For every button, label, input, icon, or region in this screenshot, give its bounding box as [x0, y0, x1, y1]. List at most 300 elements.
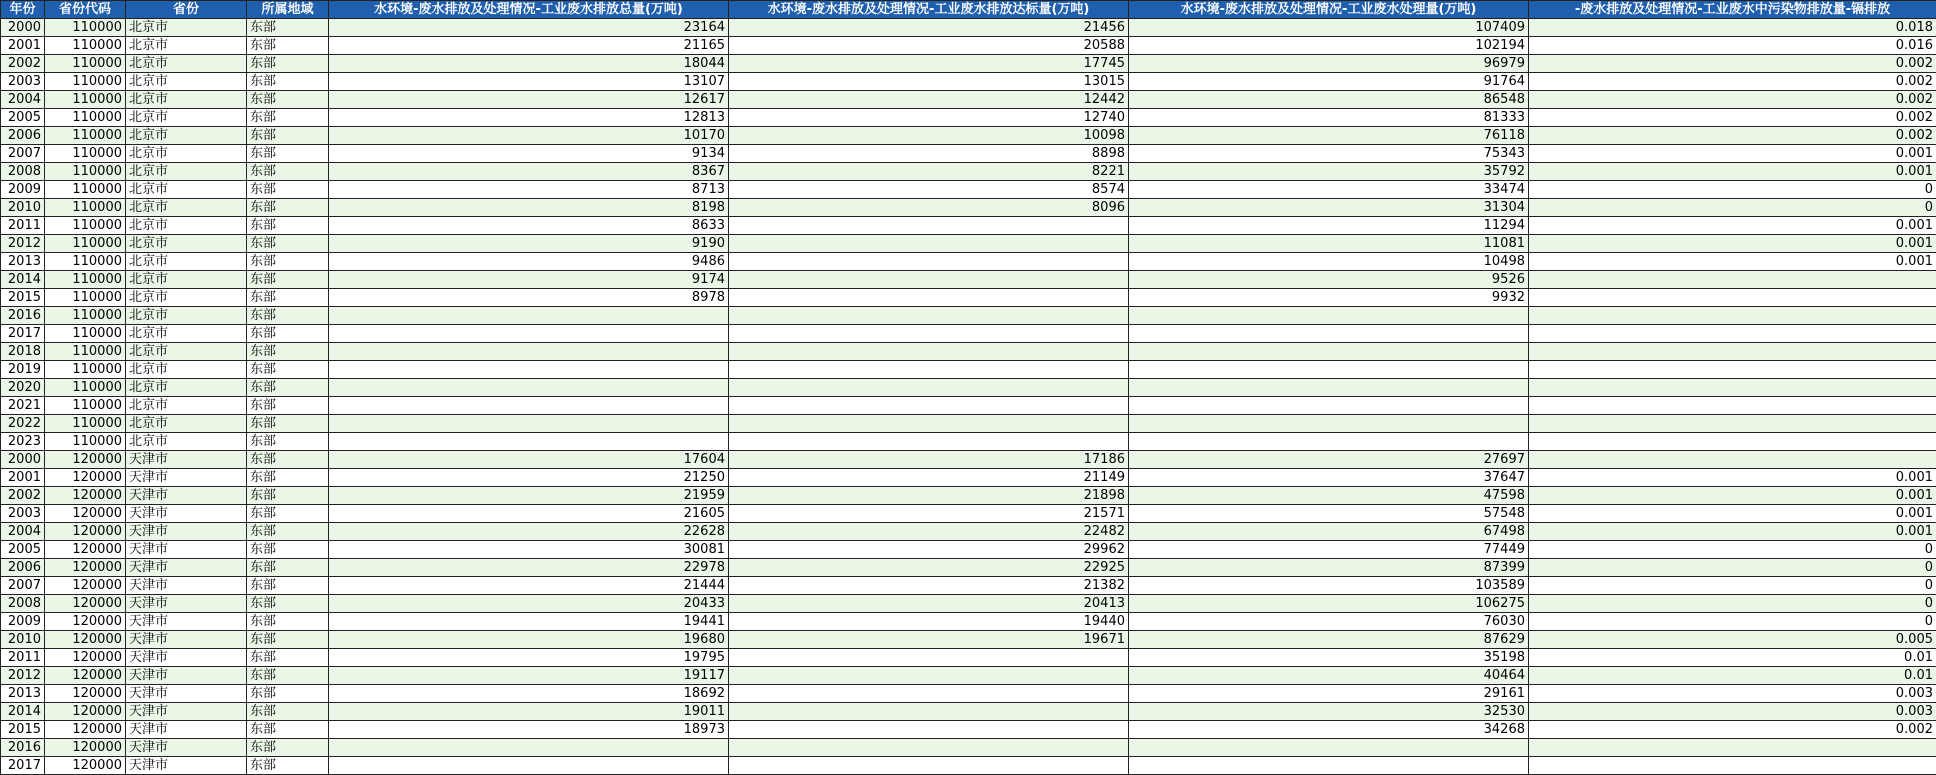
- table-cell[interactable]: 110000: [45, 217, 126, 235]
- table-cell[interactable]: 2009: [1, 181, 45, 199]
- table-cell[interactable]: 110000: [45, 127, 126, 145]
- table-cell[interactable]: 19680: [329, 631, 729, 649]
- table-cell[interactable]: 120000: [45, 613, 126, 631]
- table-cell[interactable]: 120000: [45, 559, 126, 577]
- table-cell[interactable]: 东部: [247, 73, 329, 91]
- table-cell[interactable]: 东部: [247, 37, 329, 55]
- table-cell[interactable]: 0.018: [1529, 19, 1936, 37]
- table-cell[interactable]: 21165: [329, 37, 729, 55]
- table-cell[interactable]: 东部: [247, 487, 329, 505]
- table-cell[interactable]: 北京市: [126, 217, 247, 235]
- table-cell[interactable]: 0.001: [1529, 235, 1936, 253]
- table-cell[interactable]: 17186: [729, 451, 1129, 469]
- table-cell[interactable]: 9190: [329, 235, 729, 253]
- table-cell[interactable]: [1129, 379, 1529, 397]
- table-cell[interactable]: 87399: [1129, 559, 1529, 577]
- table-cell[interactable]: 10098: [729, 127, 1129, 145]
- header-year[interactable]: 年份: [1, 1, 45, 19]
- header-treated[interactable]: 水环境-废水排放及处理情况-工业废水处理量(万吨): [1129, 1, 1529, 19]
- table-cell[interactable]: 81333: [1129, 109, 1529, 127]
- table-cell[interactable]: 120000: [45, 505, 126, 523]
- table-cell[interactable]: [1129, 361, 1529, 379]
- table-cell[interactable]: [729, 271, 1129, 289]
- table-cell[interactable]: 22628: [329, 523, 729, 541]
- table-cell[interactable]: 东部: [247, 433, 329, 451]
- table-cell[interactable]: [729, 685, 1129, 703]
- table-cell[interactable]: 天津市: [126, 577, 247, 595]
- table-cell[interactable]: 120000: [45, 577, 126, 595]
- table-cell[interactable]: 北京市: [126, 37, 247, 55]
- table-cell[interactable]: 北京市: [126, 91, 247, 109]
- table-cell[interactable]: 2019: [1, 361, 45, 379]
- table-cell[interactable]: 110000: [45, 343, 126, 361]
- table-cell[interactable]: 9526: [1129, 271, 1529, 289]
- table-cell[interactable]: 东部: [247, 235, 329, 253]
- table-cell[interactable]: 86548: [1129, 91, 1529, 109]
- table-cell[interactable]: 东部: [247, 631, 329, 649]
- table-cell[interactable]: 35198: [1129, 649, 1529, 667]
- table-cell[interactable]: 北京市: [126, 235, 247, 253]
- table-cell[interactable]: 110000: [45, 181, 126, 199]
- table-cell[interactable]: 21149: [729, 469, 1129, 487]
- table-cell[interactable]: 2000: [1, 451, 45, 469]
- table-cell[interactable]: 0: [1529, 577, 1936, 595]
- table-cell[interactable]: [1529, 289, 1936, 307]
- table-cell[interactable]: 0.002: [1529, 721, 1936, 739]
- table-cell[interactable]: 120000: [45, 487, 126, 505]
- table-cell[interactable]: 2000: [1, 19, 45, 37]
- table-cell[interactable]: 20413: [729, 595, 1129, 613]
- table-cell[interactable]: 天津市: [126, 451, 247, 469]
- table-cell[interactable]: 76030: [1129, 613, 1529, 631]
- table-cell[interactable]: 2013: [1, 685, 45, 703]
- table-cell[interactable]: [729, 253, 1129, 271]
- table-cell[interactable]: 0.002: [1529, 55, 1936, 73]
- table-cell[interactable]: 天津市: [126, 721, 247, 739]
- table-cell[interactable]: 2004: [1, 523, 45, 541]
- table-cell[interactable]: [1529, 415, 1936, 433]
- table-cell[interactable]: 2012: [1, 667, 45, 685]
- table-cell[interactable]: 13015: [729, 73, 1129, 91]
- table-cell[interactable]: 22482: [729, 523, 1129, 541]
- table-cell[interactable]: 东部: [247, 451, 329, 469]
- table-cell[interactable]: 东部: [247, 127, 329, 145]
- table-cell[interactable]: 120000: [45, 667, 126, 685]
- table-cell[interactable]: 120000: [45, 649, 126, 667]
- table-cell[interactable]: 32530: [1129, 703, 1529, 721]
- table-cell[interactable]: 北京市: [126, 325, 247, 343]
- table-cell[interactable]: [329, 379, 729, 397]
- table-cell[interactable]: 2010: [1, 631, 45, 649]
- table-cell[interactable]: 120000: [45, 631, 126, 649]
- table-cell[interactable]: 2016: [1, 739, 45, 757]
- table-cell[interactable]: 110000: [45, 163, 126, 181]
- table-cell[interactable]: [1129, 343, 1529, 361]
- table-cell[interactable]: [729, 343, 1129, 361]
- table-cell[interactable]: [329, 415, 729, 433]
- table-cell[interactable]: 91764: [1129, 73, 1529, 91]
- table-cell[interactable]: [729, 649, 1129, 667]
- table-cell[interactable]: 北京市: [126, 109, 247, 127]
- table-cell[interactable]: 2022: [1, 415, 45, 433]
- table-cell[interactable]: 22925: [729, 559, 1129, 577]
- header-discharge-total[interactable]: 水环境-废水排放及处理情况-工业废水排放总量(万吨): [329, 1, 729, 19]
- table-cell[interactable]: 东部: [247, 343, 329, 361]
- table-cell[interactable]: 北京市: [126, 163, 247, 181]
- table-cell[interactable]: 34268: [1129, 721, 1529, 739]
- table-cell[interactable]: 120000: [45, 739, 126, 757]
- table-cell[interactable]: 10170: [329, 127, 729, 145]
- table-cell[interactable]: 天津市: [126, 595, 247, 613]
- table-cell[interactable]: [729, 289, 1129, 307]
- table-cell[interactable]: 0.001: [1529, 505, 1936, 523]
- table-cell[interactable]: [729, 307, 1129, 325]
- table-cell[interactable]: 2008: [1, 163, 45, 181]
- table-cell[interactable]: 19011: [329, 703, 729, 721]
- table-cell[interactable]: 北京市: [126, 199, 247, 217]
- table-cell[interactable]: [1129, 757, 1529, 775]
- table-cell[interactable]: 27697: [1129, 451, 1529, 469]
- table-cell[interactable]: [1529, 739, 1936, 757]
- table-cell[interactable]: 2014: [1, 703, 45, 721]
- table-cell[interactable]: 120000: [45, 451, 126, 469]
- table-cell[interactable]: 北京市: [126, 19, 247, 37]
- table-cell[interactable]: 29161: [1129, 685, 1529, 703]
- table-cell[interactable]: 2016: [1, 307, 45, 325]
- table-cell[interactable]: 北京市: [126, 127, 247, 145]
- table-cell[interactable]: 110000: [45, 55, 126, 73]
- table-cell[interactable]: [329, 307, 729, 325]
- table-cell[interactable]: 2001: [1, 37, 45, 55]
- table-cell[interactable]: 110000: [45, 433, 126, 451]
- table-cell[interactable]: 0: [1529, 541, 1936, 559]
- table-cell[interactable]: 2021: [1, 397, 45, 415]
- table-cell[interactable]: 110000: [45, 325, 126, 343]
- table-cell[interactable]: 8198: [329, 199, 729, 217]
- table-cell[interactable]: 67498: [1129, 523, 1529, 541]
- table-cell[interactable]: [1529, 361, 1936, 379]
- table-cell[interactable]: 13107: [329, 73, 729, 91]
- table-cell[interactable]: 11081: [1129, 235, 1529, 253]
- table-cell[interactable]: 17604: [329, 451, 729, 469]
- table-cell[interactable]: 0: [1529, 181, 1936, 199]
- table-cell[interactable]: 东部: [247, 289, 329, 307]
- table-cell[interactable]: 2007: [1, 145, 45, 163]
- table-cell[interactable]: 北京市: [126, 415, 247, 433]
- table-cell[interactable]: 0.001: [1529, 217, 1936, 235]
- table-cell[interactable]: [729, 757, 1129, 775]
- header-province-code[interactable]: 省份代码: [45, 1, 126, 19]
- table-cell[interactable]: [1529, 451, 1936, 469]
- table-cell[interactable]: 21898: [729, 487, 1129, 505]
- table-cell[interactable]: 23164: [329, 19, 729, 37]
- table-cell[interactable]: 2008: [1, 595, 45, 613]
- table-cell[interactable]: 96979: [1129, 55, 1529, 73]
- table-cell[interactable]: 110000: [45, 91, 126, 109]
- table-cell[interactable]: 东部: [247, 685, 329, 703]
- table-cell[interactable]: 8221: [729, 163, 1129, 181]
- table-cell[interactable]: [329, 325, 729, 343]
- table-cell[interactable]: [1529, 271, 1936, 289]
- table-cell[interactable]: 东部: [247, 613, 329, 631]
- table-cell[interactable]: 8898: [729, 145, 1129, 163]
- table-cell[interactable]: 110000: [45, 73, 126, 91]
- table-cell[interactable]: [1129, 325, 1529, 343]
- table-cell[interactable]: 2014: [1, 271, 45, 289]
- table-cell[interactable]: 东部: [247, 415, 329, 433]
- table-cell[interactable]: 2011: [1, 217, 45, 235]
- table-cell[interactable]: [729, 397, 1129, 415]
- table-cell[interactable]: 0.002: [1529, 127, 1936, 145]
- table-cell[interactable]: 35792: [1129, 163, 1529, 181]
- table-cell[interactable]: 22978: [329, 559, 729, 577]
- table-cell[interactable]: 东部: [247, 649, 329, 667]
- table-cell[interactable]: 0.003: [1529, 703, 1936, 721]
- table-cell[interactable]: 东部: [247, 523, 329, 541]
- table-cell[interactable]: 东部: [247, 217, 329, 235]
- table-cell[interactable]: 29962: [729, 541, 1129, 559]
- table-cell[interactable]: 110000: [45, 199, 126, 217]
- table-cell[interactable]: 天津市: [126, 541, 247, 559]
- table-cell[interactable]: 0.01: [1529, 649, 1936, 667]
- table-cell[interactable]: 2011: [1, 649, 45, 667]
- table-cell[interactable]: 9134: [329, 145, 729, 163]
- table-cell[interactable]: 东部: [247, 721, 329, 739]
- table-cell[interactable]: 2002: [1, 55, 45, 73]
- table-cell[interactable]: 18973: [329, 721, 729, 739]
- table-cell[interactable]: [329, 433, 729, 451]
- table-cell[interactable]: [1129, 397, 1529, 415]
- table-cell[interactable]: 天津市: [126, 469, 247, 487]
- table-cell[interactable]: [729, 433, 1129, 451]
- table-cell[interactable]: 东部: [247, 55, 329, 73]
- table-cell[interactable]: [729, 739, 1129, 757]
- table-cell[interactable]: [1129, 415, 1529, 433]
- table-cell[interactable]: [1529, 397, 1936, 415]
- table-cell[interactable]: 0.003: [1529, 685, 1936, 703]
- table-cell[interactable]: 12442: [729, 91, 1129, 109]
- table-cell[interactable]: 2017: [1, 325, 45, 343]
- table-cell[interactable]: 东部: [247, 379, 329, 397]
- table-cell[interactable]: 0.001: [1529, 469, 1936, 487]
- table-cell[interactable]: 0: [1529, 199, 1936, 217]
- table-cell[interactable]: 2004: [1, 91, 45, 109]
- table-cell[interactable]: 天津市: [126, 703, 247, 721]
- table-cell[interactable]: 北京市: [126, 397, 247, 415]
- table-cell[interactable]: 9932: [1129, 289, 1529, 307]
- table-cell[interactable]: 110000: [45, 289, 126, 307]
- table-cell[interactable]: 东部: [247, 199, 329, 217]
- table-cell[interactable]: 北京市: [126, 253, 247, 271]
- table-cell[interactable]: 106275: [1129, 595, 1529, 613]
- table-cell[interactable]: 37647: [1129, 469, 1529, 487]
- table-cell[interactable]: [729, 415, 1129, 433]
- table-cell[interactable]: 2010: [1, 199, 45, 217]
- header-cadmium[interactable]: -废水排放及处理情况-工业废水中污染物排放量-镉排放: [1529, 1, 1936, 19]
- table-cell[interactable]: 47598: [1129, 487, 1529, 505]
- table-cell[interactable]: [729, 325, 1129, 343]
- table-cell[interactable]: [329, 739, 729, 757]
- table-cell[interactable]: 东部: [247, 109, 329, 127]
- table-cell[interactable]: 21456: [729, 19, 1129, 37]
- table-cell[interactable]: 0.01: [1529, 667, 1936, 685]
- table-cell[interactable]: 120000: [45, 703, 126, 721]
- table-cell[interactable]: 20588: [729, 37, 1129, 55]
- table-cell[interactable]: 21959: [329, 487, 729, 505]
- table-cell[interactable]: 2005: [1, 109, 45, 127]
- table-cell[interactable]: 东部: [247, 559, 329, 577]
- table-cell[interactable]: 东部: [247, 253, 329, 271]
- table-cell[interactable]: 19441: [329, 613, 729, 631]
- table-cell[interactable]: [729, 217, 1129, 235]
- table-cell[interactable]: 9174: [329, 271, 729, 289]
- table-cell[interactable]: 2017: [1, 757, 45, 775]
- table-cell[interactable]: [729, 379, 1129, 397]
- table-cell[interactable]: [1529, 325, 1936, 343]
- table-cell[interactable]: 东部: [247, 307, 329, 325]
- table-cell[interactable]: 2012: [1, 235, 45, 253]
- table-cell[interactable]: [329, 397, 729, 415]
- table-cell[interactable]: [1529, 343, 1936, 361]
- table-cell[interactable]: 北京市: [126, 289, 247, 307]
- table-cell[interactable]: 110000: [45, 307, 126, 325]
- table-cell[interactable]: 天津市: [126, 613, 247, 631]
- table-cell[interactable]: [329, 361, 729, 379]
- table-cell[interactable]: 10498: [1129, 253, 1529, 271]
- table-cell[interactable]: [729, 235, 1129, 253]
- table-cell[interactable]: 东部: [247, 325, 329, 343]
- table-cell[interactable]: 2006: [1, 127, 45, 145]
- table-cell[interactable]: 天津市: [126, 505, 247, 523]
- table-cell[interactable]: 北京市: [126, 379, 247, 397]
- table-cell[interactable]: 19671: [729, 631, 1129, 649]
- table-cell[interactable]: 21250: [329, 469, 729, 487]
- table-cell[interactable]: 0: [1529, 559, 1936, 577]
- table-cell[interactable]: 102194: [1129, 37, 1529, 55]
- table-cell[interactable]: 8978: [329, 289, 729, 307]
- table-cell[interactable]: 19117: [329, 667, 729, 685]
- table-cell[interactable]: 110000: [45, 361, 126, 379]
- table-cell[interactable]: 东部: [247, 739, 329, 757]
- table-cell[interactable]: 0.002: [1529, 73, 1936, 91]
- table-cell[interactable]: 天津市: [126, 523, 247, 541]
- table-cell[interactable]: 0.002: [1529, 109, 1936, 127]
- table-cell[interactable]: [729, 361, 1129, 379]
- table-cell[interactable]: [729, 667, 1129, 685]
- table-cell[interactable]: 北京市: [126, 271, 247, 289]
- table-cell[interactable]: 12813: [329, 109, 729, 127]
- table-cell[interactable]: 0.002: [1529, 91, 1936, 109]
- table-cell[interactable]: 2009: [1, 613, 45, 631]
- table-cell[interactable]: [329, 757, 729, 775]
- header-province[interactable]: 省份: [126, 1, 247, 19]
- table-cell[interactable]: 110000: [45, 235, 126, 253]
- table-cell[interactable]: [329, 343, 729, 361]
- table-cell[interactable]: [1529, 757, 1936, 775]
- table-cell[interactable]: 8574: [729, 181, 1129, 199]
- table-cell[interactable]: 110000: [45, 379, 126, 397]
- table-cell[interactable]: 北京市: [126, 73, 247, 91]
- table-cell[interactable]: 2013: [1, 253, 45, 271]
- table-cell[interactable]: 2020: [1, 379, 45, 397]
- table-cell[interactable]: 77449: [1129, 541, 1529, 559]
- table-cell[interactable]: 18044: [329, 55, 729, 73]
- table-cell[interactable]: 21571: [729, 505, 1129, 523]
- table-cell[interactable]: 76118: [1129, 127, 1529, 145]
- table-cell[interactable]: 110000: [45, 37, 126, 55]
- table-cell[interactable]: 120000: [45, 757, 126, 775]
- table-cell[interactable]: 8096: [729, 199, 1129, 217]
- table-cell[interactable]: 110000: [45, 271, 126, 289]
- table-cell[interactable]: [729, 703, 1129, 721]
- table-cell[interactable]: 21605: [329, 505, 729, 523]
- table-cell[interactable]: 东部: [247, 361, 329, 379]
- table-cell[interactable]: 11294: [1129, 217, 1529, 235]
- table-cell[interactable]: 30081: [329, 541, 729, 559]
- table-cell[interactable]: 8367: [329, 163, 729, 181]
- table-cell[interactable]: 天津市: [126, 487, 247, 505]
- table-cell[interactable]: 东部: [247, 577, 329, 595]
- table-cell[interactable]: 21382: [729, 577, 1129, 595]
- table-cell[interactable]: 天津市: [126, 649, 247, 667]
- table-cell[interactable]: 40464: [1129, 667, 1529, 685]
- table-cell[interactable]: 110000: [45, 397, 126, 415]
- table-cell[interactable]: 2002: [1, 487, 45, 505]
- table-cell[interactable]: 0.001: [1529, 523, 1936, 541]
- table-cell[interactable]: 120000: [45, 523, 126, 541]
- table-cell[interactable]: 0.005: [1529, 631, 1936, 649]
- table-cell[interactable]: [1129, 307, 1529, 325]
- table-cell[interactable]: 110000: [45, 253, 126, 271]
- table-cell[interactable]: 12617: [329, 91, 729, 109]
- table-cell[interactable]: 2023: [1, 433, 45, 451]
- table-cell[interactable]: 103589: [1129, 577, 1529, 595]
- table-cell[interactable]: 东部: [247, 91, 329, 109]
- table-cell[interactable]: 东部: [247, 757, 329, 775]
- table-cell[interactable]: 0.001: [1529, 145, 1936, 163]
- table-cell[interactable]: 31304: [1129, 199, 1529, 217]
- table-cell[interactable]: 120000: [45, 469, 126, 487]
- table-cell[interactable]: 北京市: [126, 361, 247, 379]
- table-cell[interactable]: 19795: [329, 649, 729, 667]
- table-cell[interactable]: 2005: [1, 541, 45, 559]
- table-cell[interactable]: 天津市: [126, 739, 247, 757]
- table-cell[interactable]: 110000: [45, 145, 126, 163]
- table-cell[interactable]: 2001: [1, 469, 45, 487]
- table-cell[interactable]: 东部: [247, 541, 329, 559]
- table-cell[interactable]: 0.001: [1529, 163, 1936, 181]
- table-cell[interactable]: [1529, 433, 1936, 451]
- table-cell[interactable]: 9486: [329, 253, 729, 271]
- table-cell[interactable]: 北京市: [126, 433, 247, 451]
- table-cell[interactable]: 18692: [329, 685, 729, 703]
- table-cell[interactable]: 75343: [1129, 145, 1529, 163]
- table-cell[interactable]: 110000: [45, 109, 126, 127]
- table-cell[interactable]: 北京市: [126, 343, 247, 361]
- table-cell[interactable]: 天津市: [126, 685, 247, 703]
- table-cell[interactable]: 北京市: [126, 55, 247, 73]
- table-cell[interactable]: 21444: [329, 577, 729, 595]
- table-cell[interactable]: 东部: [247, 181, 329, 199]
- table-cell[interactable]: 20433: [329, 595, 729, 613]
- table-cell[interactable]: 2018: [1, 343, 45, 361]
- table-cell[interactable]: 东部: [247, 469, 329, 487]
- table-cell[interactable]: 东部: [247, 163, 329, 181]
- table-cell[interactable]: 2003: [1, 73, 45, 91]
- table-cell[interactable]: 0.001: [1529, 253, 1936, 271]
- table-cell[interactable]: 120000: [45, 541, 126, 559]
- table-cell[interactable]: 东部: [247, 703, 329, 721]
